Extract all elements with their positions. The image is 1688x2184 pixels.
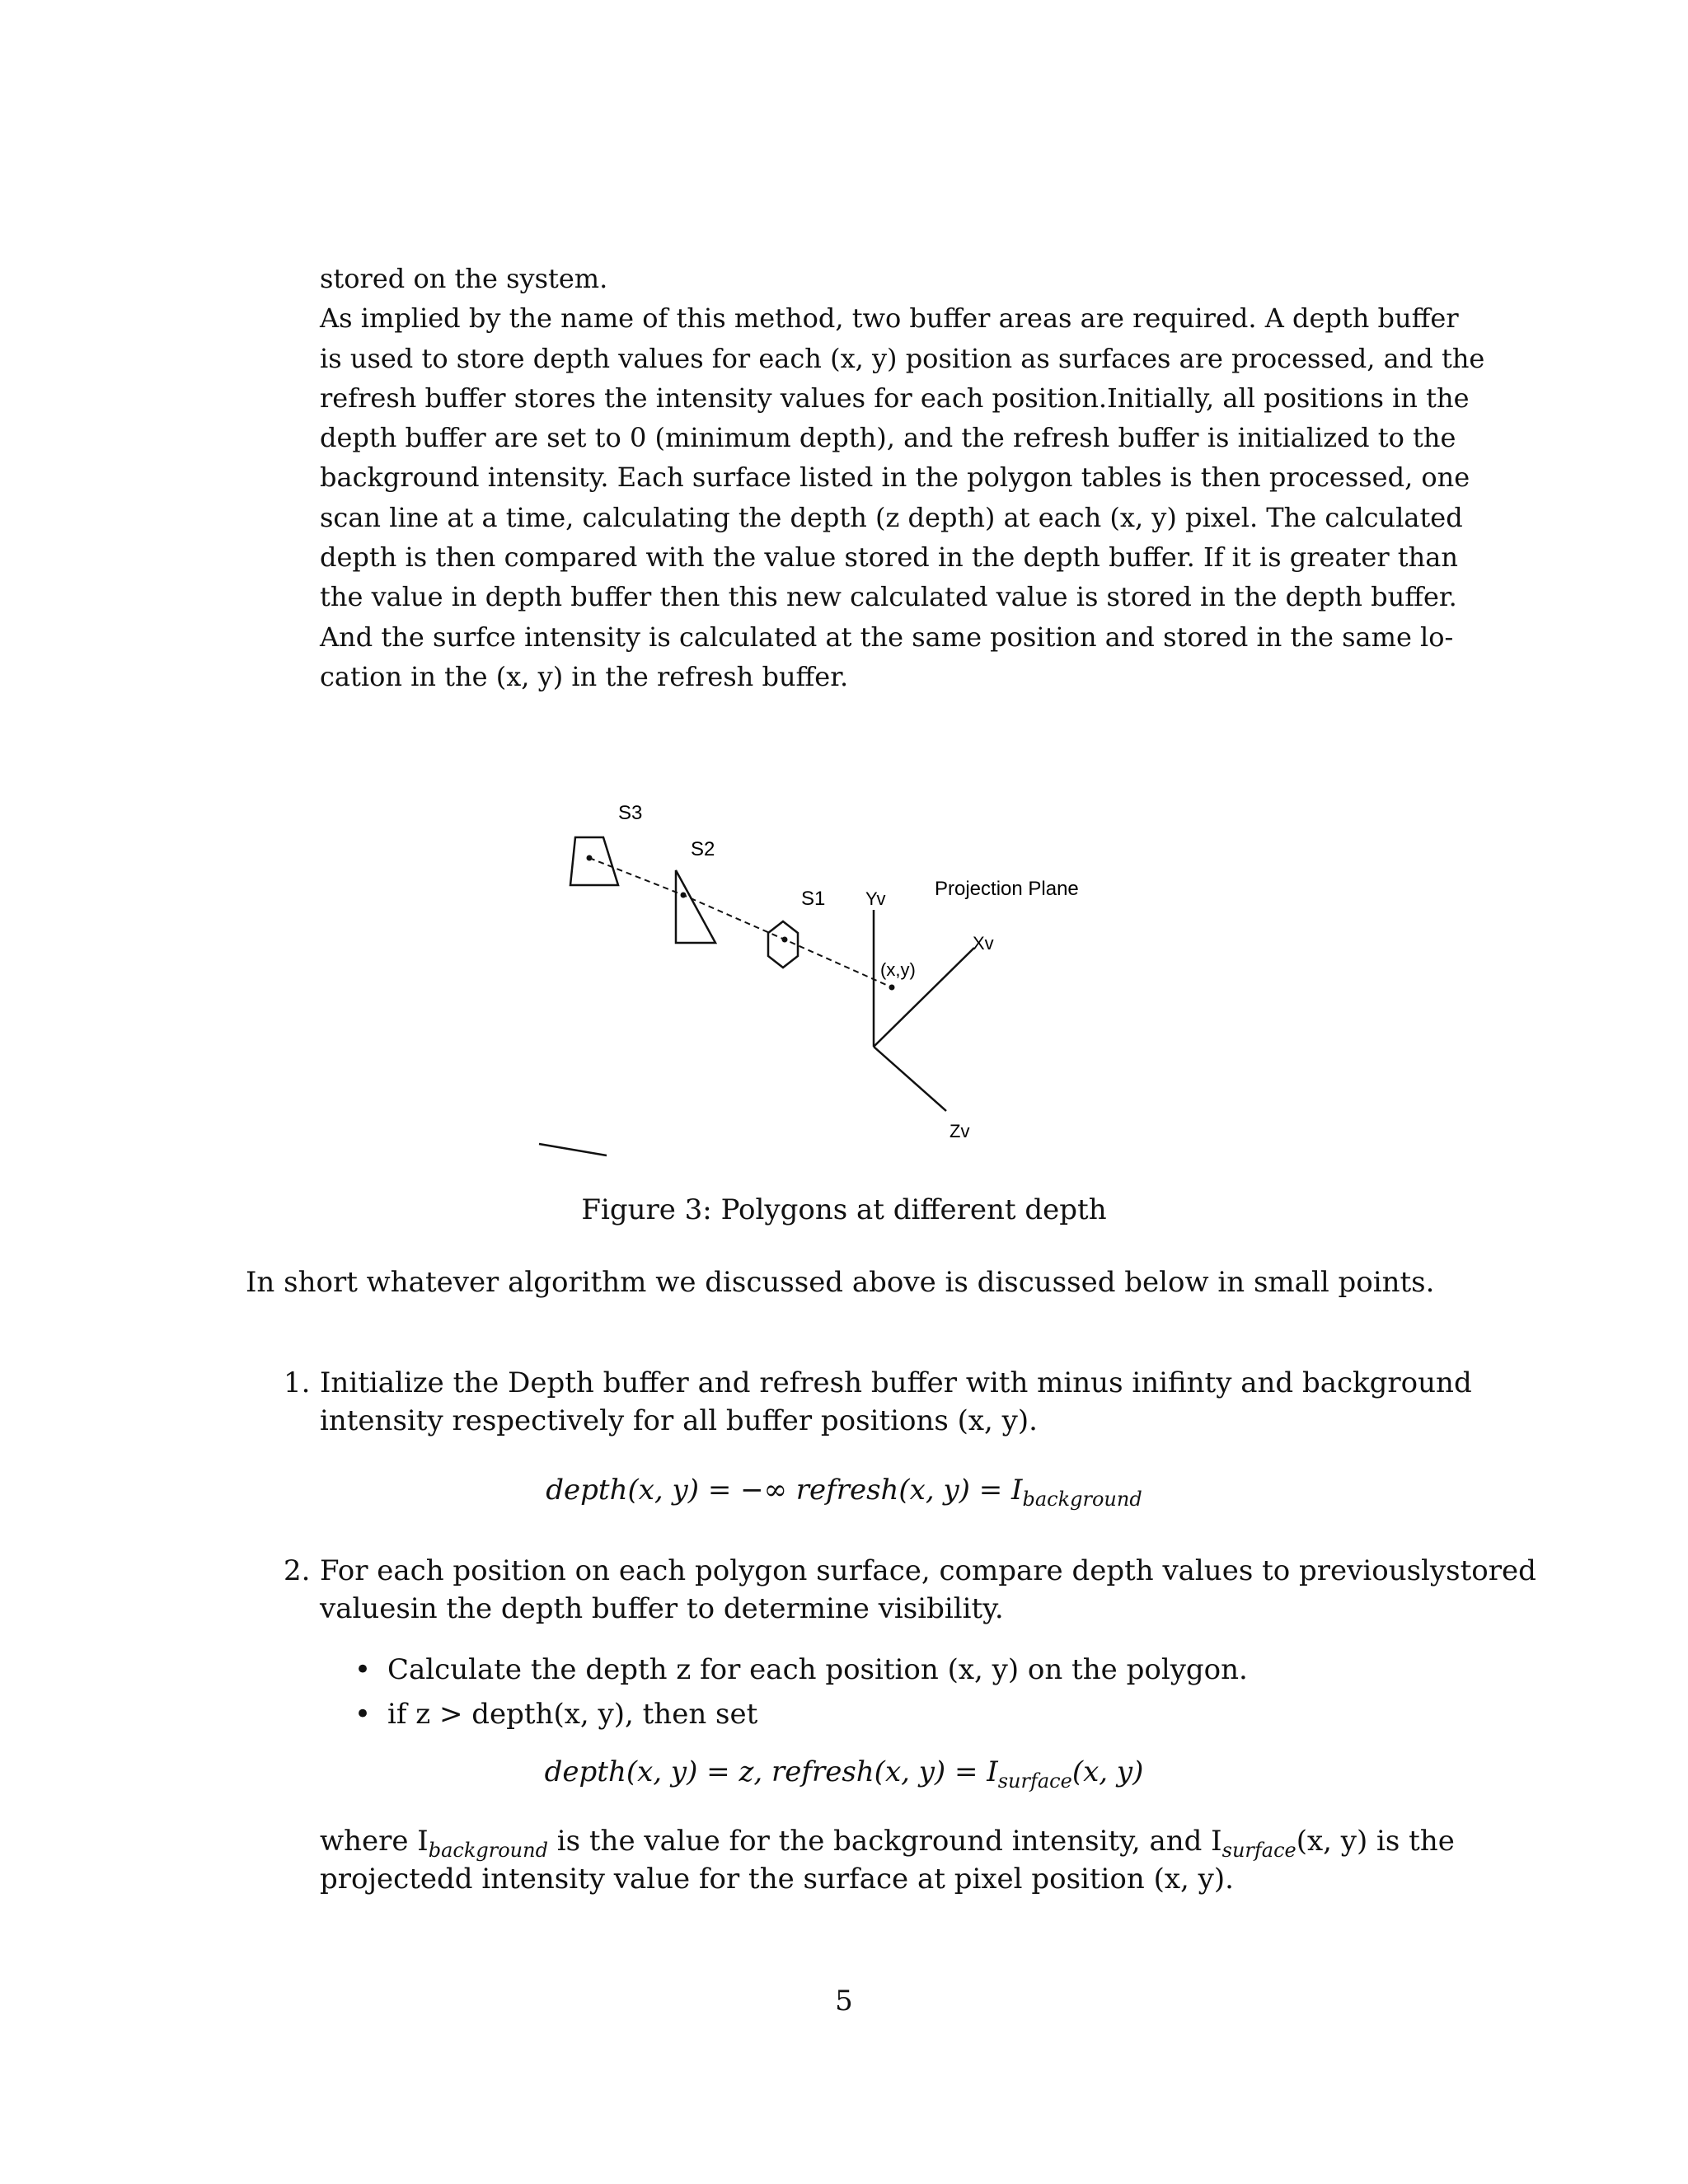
intro-line: is used to store depth values for each (x, y) position as surfaces are processed, and the xyxy=(320,342,1485,374)
figure-caption: Figure 3: Polygons at different depth xyxy=(581,1193,1107,1226)
surface-s3-trapezoid xyxy=(570,837,618,885)
surface-s1-hexagon xyxy=(768,921,798,968)
intro-line: refresh buffer stores the intensity values for each position.Initially, all positions in the xyxy=(320,382,1470,414)
intro-line: As implied by the name of this method, two buffer areas are required. A depth buffer xyxy=(320,302,1459,335)
where-text: is the value for the background intensity, and I xyxy=(547,1825,1222,1858)
where-text: where I xyxy=(320,1825,429,1858)
intro-line: scan line at a time, calculating the depth (z depth) at each (x, y) pixel. The calculated xyxy=(320,501,1463,533)
bullet-item: if z > depth(x, y), then set xyxy=(387,1698,758,1731)
intro-line: depth is then compared with the value stored in the depth buffer. If it is greater than xyxy=(320,541,1458,574)
label-xv: Xv xyxy=(973,933,994,954)
bullet-dot: • xyxy=(354,1653,372,1686)
step-text: valuesin the depth buffer to determine visibility. xyxy=(320,1592,1004,1625)
stray-stroke xyxy=(539,1144,607,1155)
label-s1: S1 xyxy=(801,888,826,910)
step-text: For each position on each polygon surface, compare depth values to previouslystored xyxy=(320,1554,1536,1587)
intro-line: background intensity. Each surface listed in the polygon tables is then processed, one xyxy=(320,462,1470,494)
projector-line xyxy=(589,858,892,987)
intro-paragraph xyxy=(320,259,1485,696)
equation-subscript: surface xyxy=(997,1769,1072,1793)
equation-update xyxy=(0,1755,1688,1793)
label-zv: Zv xyxy=(950,1121,970,1141)
where-subscript: surface xyxy=(1221,1838,1296,1862)
label-s3: S3 xyxy=(618,802,643,824)
intro-line: the value in depth buffer then this new calculated value is stored in the depth buffer. xyxy=(320,581,1457,613)
equation-initialize xyxy=(0,1474,1688,1511)
depth-buffer-figure xyxy=(528,798,1121,1177)
where-line: projectedd intensity value for the surface at pixel position (x, y). xyxy=(320,1863,1234,1896)
intro-line: stored on the system. xyxy=(320,263,608,294)
bullet-item: Calculate the depth z for each position (x, y) on the polygon. xyxy=(387,1653,1248,1686)
equation-main: depth(x, y) = −∞ refresh(x, y) = I xyxy=(546,1474,1023,1507)
where-text: (x, y) is the xyxy=(1296,1825,1455,1858)
step-number: 2. xyxy=(284,1554,311,1587)
page-number: 5 xyxy=(835,1985,853,2018)
equation-subscript: background xyxy=(1022,1487,1142,1511)
step-text: intensity respectively for all buffer positions (x, y). xyxy=(320,1404,1038,1437)
where-line xyxy=(320,1825,1455,1862)
equation-main: depth(x, y) = z, refresh(x, y) = I xyxy=(544,1755,998,1788)
label-projection-plane: Projection Plane xyxy=(935,878,1079,900)
summary-text: In short whatever algorithm we discussed above is discussed below in small points. xyxy=(246,1266,1435,1299)
axis-zv xyxy=(874,1047,946,1111)
intro-line: cation in the (x, y) in the refresh buffer. xyxy=(320,660,849,692)
projected-point xyxy=(889,985,895,991)
label-s2: S2 xyxy=(691,838,715,860)
label-yv: Yv xyxy=(865,888,886,909)
bullet-dot: • xyxy=(354,1698,372,1731)
intro-line: depth buffer are set to 0 (minimum depth), and the refresh buffer is initialized to the xyxy=(320,422,1456,454)
step-number: 1. xyxy=(284,1366,311,1399)
label-xy: (x,y) xyxy=(880,959,916,980)
step-text: Initialize the Depth buffer and refresh buffer with minus inifinty and background xyxy=(320,1366,1472,1399)
where-subscript: background xyxy=(428,1838,548,1862)
equation-tail: (x, y) xyxy=(1071,1755,1144,1788)
intro-line: And the surfce intensity is calculated at the same position and stored in the same lo- xyxy=(320,621,1454,653)
figure-diagram xyxy=(528,798,1121,1177)
